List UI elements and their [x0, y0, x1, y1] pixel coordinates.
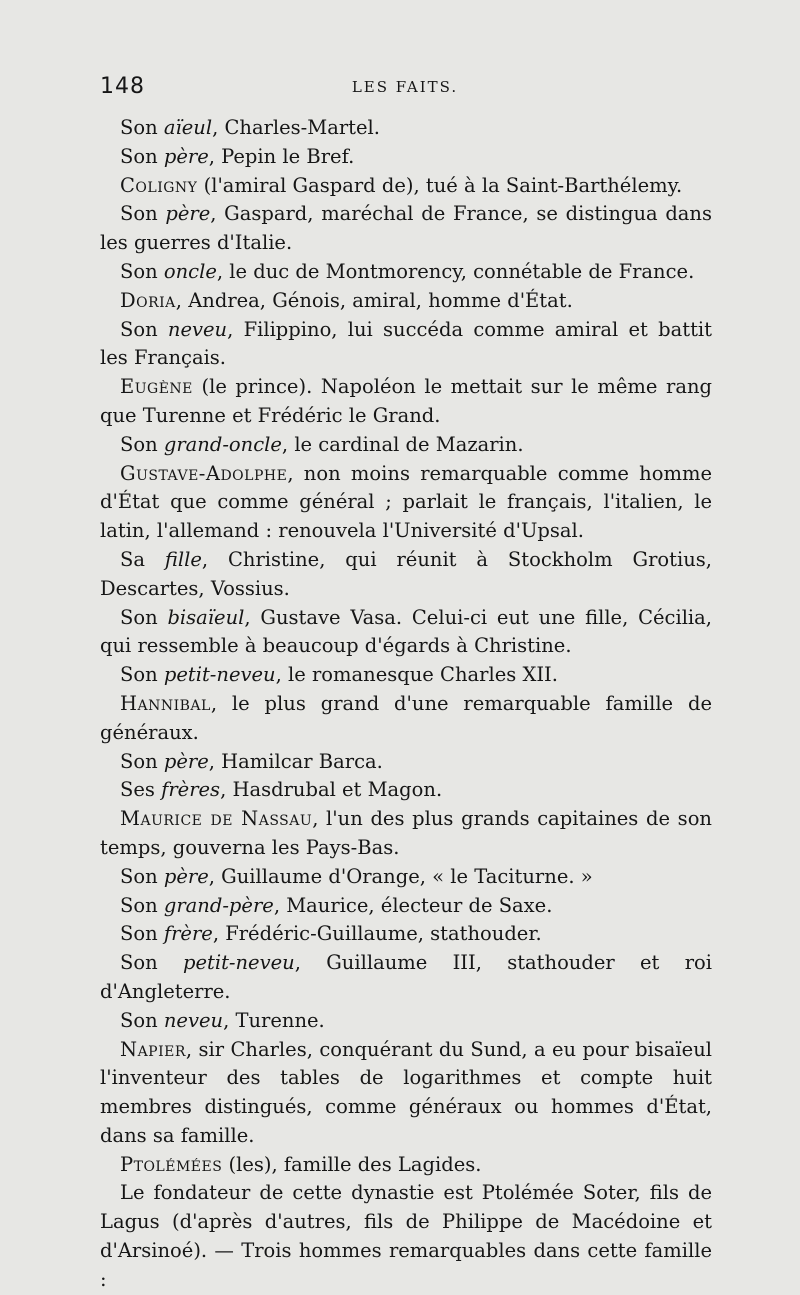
paragraph-text: , le romanesque Charles XII. — [275, 663, 558, 687]
relation-term: père — [165, 202, 211, 226]
paragraph — [100, 1007, 712, 1036]
paragraph — [100, 1036, 712, 1151]
paragraph — [100, 431, 712, 460]
paragraph — [100, 287, 712, 316]
paragraph-text: Son — [120, 749, 164, 773]
relation-term: grand-père — [163, 893, 274, 917]
paragraph-text: , Frédéric-Guillaume, stathouder. — [212, 922, 542, 946]
paragraph-text: , Gustave Vasa. Celui-ci eut une fille, Cécilia, qui ressemble à beaucoup d'égards à Christine. — [100, 605, 712, 658]
paragraph — [100, 892, 712, 921]
paragraph-text: Son — [120, 116, 164, 139]
entry-name: Eugène — [120, 375, 193, 399]
paragraph-text: , Pepin le Bref. — [208, 144, 355, 168]
paragraph-text: , Christine, qui réunit à Stockholm Grotius, Descartes, Vossius. — [100, 547, 712, 600]
paragraph-text: (le prince). Napoléon le mettait sur le même rang que Turenne et Frédéric le Grand. — [100, 375, 712, 427]
entry-name: Ptolémées — [120, 1152, 223, 1176]
paragraph-text: Son — [120, 432, 164, 456]
paragraph — [100, 460, 712, 546]
paragraph — [100, 114, 712, 143]
paragraph-text: , Andrea, Génois, amiral, homme d'État. — [175, 288, 573, 312]
paragraph — [100, 143, 712, 172]
entry-name: Maurice de Nassau — [120, 807, 313, 831]
paragraph-text: , Guillaume d'Orange, « le Taciturne. » — [208, 864, 593, 888]
paragraph-text: Son — [120, 864, 164, 888]
paragraph-text: , Maurice, électeur de Saxe. — [273, 893, 553, 917]
paragraph-text: , l'un des plus grands capitaines de son temps, gouverna les Pays-Bas. — [100, 807, 712, 859]
relation-term: frère — [163, 922, 213, 946]
paragraph-text: , Guillaume III, stathouder et roi d'Angleterre. — [100, 951, 712, 1003]
paragraph — [100, 373, 712, 431]
relation-term: aïeul — [163, 116, 213, 139]
relation-term: neveu — [167, 317, 228, 341]
paragraph — [100, 1151, 712, 1180]
paragraph-text: , Hamilcar Barca. — [208, 749, 383, 773]
paragraph — [100, 920, 712, 949]
page-number: 148 — [100, 74, 145, 99]
paragraph — [100, 661, 712, 690]
paragraph — [100, 690, 712, 748]
relation-term: grand-oncle — [163, 432, 282, 456]
paragraph — [100, 805, 712, 863]
paragraph-text: Sa — [120, 547, 165, 571]
paragraph-text: , le duc de Montmorency, connétable de France. — [216, 259, 695, 283]
entry-name: Napier — [120, 1037, 186, 1061]
body-text — [100, 114, 712, 1295]
relation-term: petit-neveu — [182, 951, 295, 975]
relation-term: neveu — [163, 1008, 224, 1032]
paragraph — [100, 748, 712, 777]
paragraph-text: (l'amiral Gaspard de), tué à la Saint-Barthélemy. — [197, 173, 683, 197]
relation-term: frères — [161, 778, 221, 802]
paragraph-text: Le fondateur de cette dynastie est Ptolémée Soter, fils de Lagus (d'après d'autres, fils de Philippe de Macédoine et d'Arsinoé). — Trois hommes remarquables dans cette famille : — [100, 1181, 712, 1291]
paragraph-text: Son — [120, 605, 168, 629]
relation-term: père — [163, 864, 209, 888]
paragraph — [100, 1179, 712, 1294]
entry-name: Doria — [120, 288, 176, 312]
paragraph-text: Son — [120, 317, 168, 341]
paragraph — [100, 776, 712, 805]
relation-term: père — [163, 749, 209, 773]
paragraph-text: , non moins remarquable comme homme d'État que comme général ; parlait le français, l'italien, le latin, l'allemand : renouvela l'Université d'Upsal. — [100, 461, 712, 543]
paragraph — [100, 200, 712, 258]
relation-term: bisaïeul — [167, 605, 245, 629]
paragraph-text: , le plus grand d'une remarquable famille de généraux. — [100, 691, 712, 744]
paragraph-text: Son — [120, 144, 164, 168]
paragraph-text: , Gaspard, maréchal de France, se distingua dans les guerres d'Italie. — [100, 202, 713, 255]
paragraph — [100, 604, 712, 662]
paragraph-text: Ses — [120, 778, 162, 802]
relation-term: oncle — [163, 259, 217, 283]
running-title: LES FAITS. — [351, 78, 459, 96]
paragraph — [100, 316, 712, 374]
paragraph-text: , Hasdrubal et Magon. — [220, 778, 443, 802]
relation-term: petit-neveu — [163, 663, 276, 687]
paragraph-text: , Charles-Martel. — [212, 116, 380, 139]
paragraph-text: , Turenne. — [223, 1008, 325, 1032]
paragraph-text: , Filippino, lui succéda comme amiral et battit les Français. — [100, 317, 712, 370]
paragraph-text: Son — [120, 259, 164, 283]
paragraph — [100, 863, 712, 892]
paragraph-text: (les), famille des Lagides. — [222, 1152, 482, 1176]
paragraph-text: , sir Charles, conquérant du Sund, a eu pour bisaïeul l'inventeur des tables de logarithmes et compte huit membres distingués, comme généraux ou hommes d'État, dans sa famille. — [100, 1037, 712, 1147]
paragraph-text: Son — [120, 951, 183, 975]
relation-term: fille — [164, 547, 202, 571]
paragraph — [100, 949, 712, 1007]
paragraph-text: Son — [120, 922, 164, 946]
paragraph — [100, 258, 712, 287]
paragraph-text: Son — [120, 1008, 164, 1032]
entry-name: Hannibal — [120, 691, 211, 715]
relation-term: père — [163, 144, 209, 168]
paragraph-text: Son — [120, 663, 164, 687]
paragraph-text: , le cardinal de Mazarin. — [281, 432, 524, 456]
paragraph — [100, 546, 712, 604]
entry-name: Coligny — [120, 173, 198, 197]
paragraph-text: Son — [120, 202, 166, 226]
paragraph-text: Son — [120, 893, 164, 917]
paragraph — [100, 172, 712, 201]
page-header — [100, 74, 710, 104]
entry-name: Gustave-Adolphe — [120, 461, 288, 485]
